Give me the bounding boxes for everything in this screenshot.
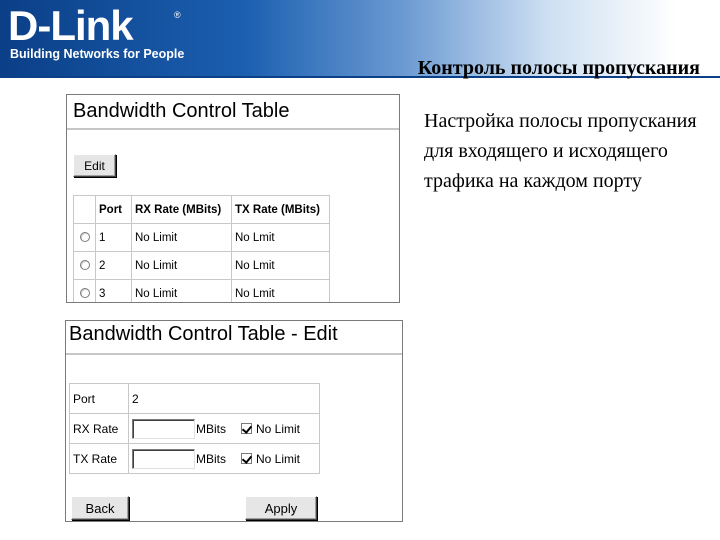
- port-select-radio[interactable]: [80, 260, 90, 270]
- tx-rate-label: TX Rate: [70, 444, 129, 474]
- dlink-logo: [8, 4, 188, 66]
- row-select-cell: [74, 280, 96, 304]
- edit-button[interactable]: Edit: [73, 154, 116, 177]
- slide-title: Контроль полосы пропускания: [417, 57, 700, 79]
- tx-unit-label: MBits: [196, 451, 226, 466]
- logo-wordmark: D-Link: [8, 2, 133, 49]
- registered-mark: ®: [174, 10, 181, 20]
- tx-rate-cell: No Lmit: [232, 252, 330, 280]
- tx-rate-column-header: TX Rate (MBits): [232, 196, 330, 224]
- port-select-radio[interactable]: [80, 288, 90, 298]
- rx-rate-controls: [129, 414, 320, 444]
- apply-button[interactable]: Apply: [245, 496, 317, 520]
- port-row: [70, 384, 320, 414]
- rx-no-limit-checkbox[interactable]: [241, 423, 252, 434]
- table-header-row: [74, 196, 330, 224]
- rx-rate-label: RX Rate: [70, 414, 129, 444]
- rx-rate-cell: No Limit: [132, 224, 232, 252]
- logo-tagline: Building Networks for People: [10, 47, 185, 61]
- row-select-cell: [74, 252, 96, 280]
- tx-no-limit-label: No Limit: [256, 451, 301, 466]
- table-row: [74, 252, 330, 280]
- rx-rate-row: [70, 414, 320, 444]
- port-label: Port: [70, 384, 129, 414]
- tx-rate-controls: [129, 444, 320, 474]
- port-bandwidth-table: [73, 195, 330, 303]
- bandwidth-control-edit-panel: [65, 320, 403, 522]
- port-cell: 3: [96, 280, 132, 304]
- edit-form-table: [69, 383, 320, 474]
- back-button[interactable]: Back: [71, 496, 129, 520]
- panel-title: Bandwidth Control Table: [73, 100, 290, 122]
- port-cell: 2: [96, 252, 132, 280]
- rx-rate-cell: No Limit: [132, 280, 232, 304]
- port-column-header: Port: [96, 196, 132, 224]
- select-column-header: [74, 196, 96, 224]
- panel-title: Bandwidth Control Table - Edit: [69, 323, 338, 345]
- port-select-radio[interactable]: [80, 232, 90, 242]
- rx-rate-column-header: RX Rate (MBits): [132, 196, 232, 224]
- rx-rate-input[interactable]: [132, 419, 195, 439]
- bandwidth-control-table-panel: [66, 94, 400, 303]
- port-cell: 1: [96, 224, 132, 252]
- tx-no-limit-checkbox[interactable]: [241, 453, 252, 464]
- table-row: [74, 224, 330, 252]
- table-row: [74, 280, 330, 304]
- row-select-cell: [74, 224, 96, 252]
- port-value: 2: [129, 384, 320, 414]
- title-divider: [66, 353, 402, 355]
- title-divider: [67, 128, 399, 130]
- slide-description: Настройка полосы пропускания для входящего и исходящего трафика на каждом порту: [424, 110, 697, 192]
- tx-rate-cell: No Lmit: [232, 280, 330, 304]
- tx-rate-cell: No Lmit: [232, 224, 330, 252]
- rx-no-limit-label: No Limit: [256, 421, 301, 436]
- tx-rate-input[interactable]: [132, 449, 195, 469]
- rx-unit-label: MBits: [196, 421, 226, 436]
- rx-rate-cell: No Limit: [132, 252, 232, 280]
- tx-rate-row: [70, 444, 320, 474]
